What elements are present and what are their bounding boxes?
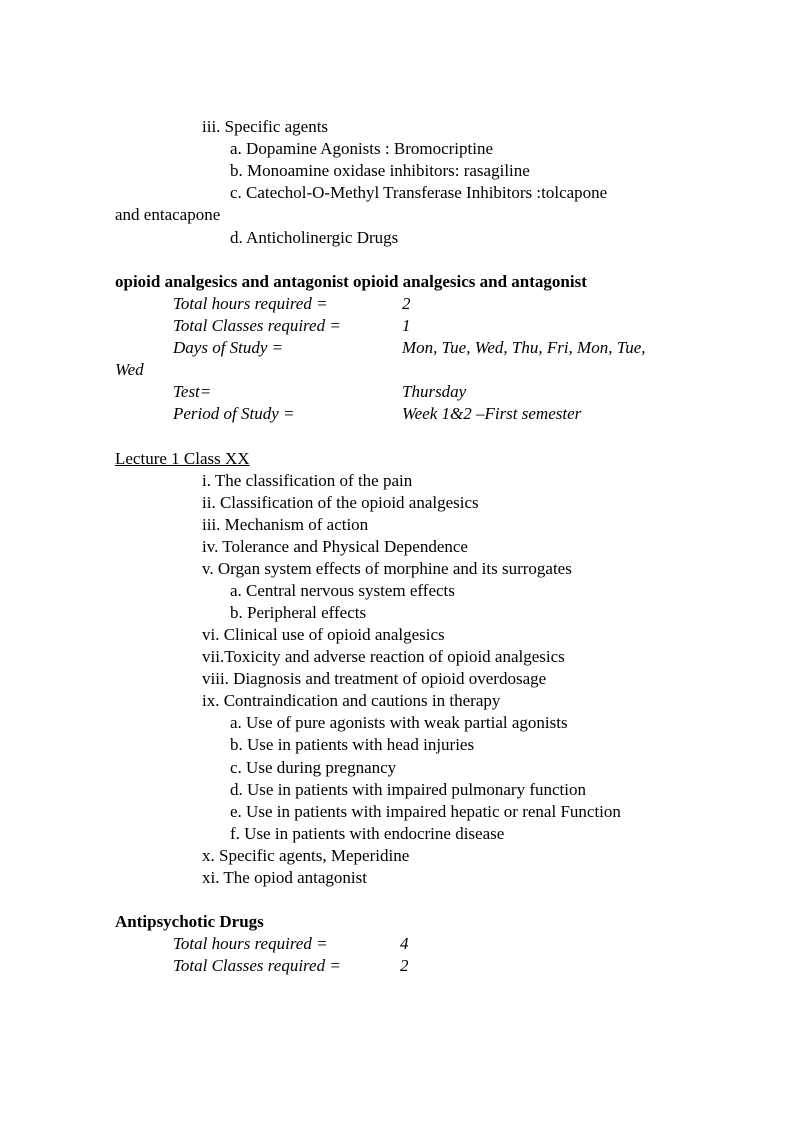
topic-item: iii. Mechanism of action [202, 515, 369, 534]
days-label: Days of Study = [173, 338, 284, 357]
topic-item: i. The classification of the pain [202, 471, 413, 490]
classes-label: Total Classes required = [173, 956, 341, 975]
subtopic-item: d. Use in patients with impaired pulmonary function [230, 780, 586, 799]
hours-value: 4 [400, 934, 409, 953]
subtopic-item: a. Use of pure agonists with weak partial agonists [230, 713, 568, 732]
topic-item: xi. The opiod antagonist [202, 868, 367, 887]
subtopic-item: e. Use in patients with impaired hepatic or renal Function [230, 802, 621, 821]
topic-item: iv. Tolerance and Physical Dependence [202, 537, 468, 556]
list-item-wrap: and entacapone [115, 205, 221, 224]
topic-item: v. Organ system effects of morphine and its surrogates [202, 559, 572, 578]
subtopic-item: c. Use during pregnancy [230, 758, 397, 777]
topic-item: vii.Toxicity and adverse reaction of opioid analgesics [202, 647, 565, 666]
specific-agents-heading: iii. Specific agents [202, 117, 329, 136]
test-value: Thursday [402, 382, 467, 401]
subtopic-item: b. Peripheral effects [230, 603, 367, 622]
period-label: Period of Study = [173, 404, 295, 423]
topic-item: vi. Clinical use of opioid analgesics [202, 625, 445, 644]
test-label: Test= [173, 382, 212, 401]
hours-value: 2 [402, 294, 411, 313]
list-item: b. Monoamine oxidase inhibitors: rasagiline [230, 161, 530, 180]
classes-value: 1 [402, 316, 411, 335]
days-value: Mon, Tue, Wed, Thu, Fri, Mon, Tue, [402, 338, 646, 357]
subtopic-item: a. Central nervous system effects [230, 581, 455, 600]
days-value-wrap: Wed [115, 360, 144, 379]
hours-label: Total hours required = [173, 294, 328, 313]
topic-item: ii. Classification of the opioid analgesics [202, 493, 479, 512]
subtopic-item: b. Use in patients with head injuries [230, 735, 475, 754]
list-item: d. Anticholinergic Drugs [230, 228, 399, 247]
classes-label: Total Classes required = [173, 316, 341, 335]
section-heading-antipsychotic: Antipsychotic Drugs [115, 912, 264, 931]
list-item: c. Catechol-O-Methyl Transferase Inhibitors :tolcapone [230, 183, 608, 202]
period-value: Week 1&2 –First semester [402, 404, 582, 423]
topic-item: ix. Contraindication and cautions in therapy [202, 691, 501, 710]
hours-label: Total hours required = [173, 934, 328, 953]
list-item: a. Dopamine Agonists : Bromocriptine [230, 139, 493, 158]
topic-item: x. Specific agents, Meperidine [202, 846, 410, 865]
subtopic-item: f. Use in patients with endocrine disease [230, 824, 505, 843]
topic-item: viii. Diagnosis and treatment of opioid overdosage [202, 669, 547, 688]
lecture-title: Lecture 1 Class XX [115, 449, 250, 468]
classes-value: 2 [400, 956, 409, 975]
section-heading-opioid: opioid analgesics and antagonist opioid analgesics and antagonist [115, 272, 587, 291]
